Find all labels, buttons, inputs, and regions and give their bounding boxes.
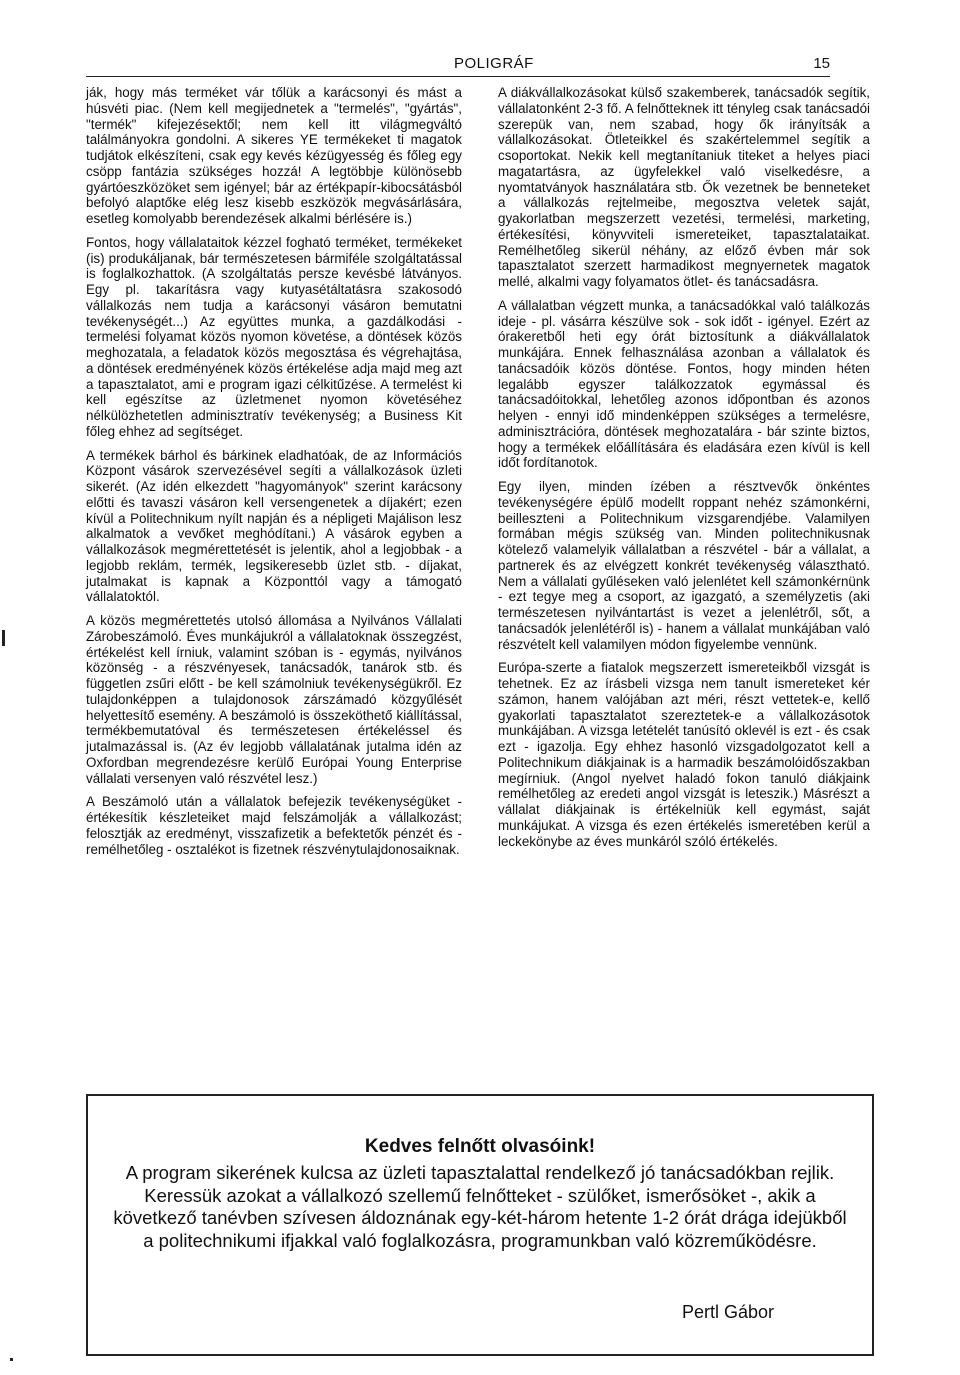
left-column xyxy=(86,85,462,865)
notice-body: A program sikerének kulcsa az üzleti tapasztalattal rendelkező jó tanácsadókban rejlik. Keressük azokat a vállalkozó szellemű felnőtteket - szülőket, ismerősöket -, akik a következő tanévben szívesen áldoznának egy-két-három hetente 1-2 órát drága idejükből a politechnikumi ifjakkal való foglalkozásra, programunkban való közreműködésre. xyxy=(113,1162,847,1251)
right-column xyxy=(498,85,870,857)
paragraph: Egy ilyen, minden ízében a résztvevők önkéntes tevékenységére épülő modellt roppant nehéz számonkérni, beilleszteni a Politechnikum vizsgarendjébe. Valamilyen formában mégis szükség van. Minden politechnikusnak kötelező valamelyik vállalatban a részvétel - bár a vállalat, a partnerek és az elvégzett konkrét tevékenység választható. Nem a vállalati gyűléseken való jelenlétet kell számonkérnünk - ezt tegye meg a csoport, az igazgató, a személyzetis (aki természetesen nyilvántartást is vezet a jelenlétről, sőt, a tanácsadók jelenlétéről is) - hanem a vállalat munkájában való részvételt kell valamilyen módon figyelembe vennünk. xyxy=(498,479,870,652)
journal-title: POLIGRÁF xyxy=(454,55,534,72)
paragraph: A diákvállalkozásokat külső szakemberek, tanácsadók segítik, vállalatonként 2-3 fő. A felnőtteknek itt tényleg csak tanácsadói szerepük van, nem szabad, hogy ők irányítsák a vállalkozásokat. Ötleteikkel és szakértelemmel segítik a csoportokat. Nekik kell megtanítaniuk titeket a helyes piaci magatartásra, az ügyfelekkel való viselkedésre, a nyomtatványok használatára stb. Ők vezetnek be benneteket a vállalkozás rejtelmeibe, megosztva veletek saját, gyakorlatban megszerzett vezetési, termelési, marketing, értékesítési, könyvviteli ismereteiket, tapasztalataikat. Remélhetőleg sikerül néhány, az előző évben már sok tapasztalatot szerzett harmadikost megnyernetek magatok mellé, alkalmi vagy folyamatos ötlet- és tanácsadásra. xyxy=(498,85,870,289)
author-signature: Pertl Gábor xyxy=(681,1302,774,1322)
page-header xyxy=(86,55,830,75)
paragraph: Európa-szerte a fiatalok megszerzett ismereteikből vizsgát is tehetnek. Ez az írásbeli vizsga nem tanult ismereteket kér számon, hanem valójában azt méri, részt vettetek-e, kellő gyakorlati tapasztalatot szereztetek-e a vállalkozásotok munkájában. A vizsga letételét tanúsító oklevél is ezt - és csak ezt - igazolja. Egy ehhez hasonló vizsgadolgozatot kell a Politechnikum diákjainak is a harmadik beszámolóidőszakban megírniuk. (Angol nyelvet haladó fokon tanuló diákjaink remélhetőleg az eredeti angol vizsgát is leteszik.) Másrészt a vállalat diákjainak is értékelniük kell egymást, saját munkájukat. A vizsga és ezen értékelés ismeretében kerül a leckekönybe az éves munkáról szóló értékelés. xyxy=(498,660,870,849)
scan-mark xyxy=(2,630,5,646)
notice-heading: Kedves felnőtt olvasóink! xyxy=(364,1136,596,1157)
scan-mark xyxy=(10,1358,13,1361)
paragraph: A vállalatban végzett munka, a tanácsadókkal való találkozás ideje - pl. vásárra készülve sok - sok időt - igényel. Ezért az órakeretből heti egy órát biztosítunk a diákvállalatok munkájára. Ennek felhasználása azonban a vállalatok és tanácsadóik közös döntése. Fontos, hogy minden héten legalább egyszer találkozzatok egymással és tanácsadóitokkal, lehetőleg azonos időpontban és azonos helyen - ennyi idő mindenképpen szükséges a termelésre, adminisztrációra, döntések meghozatalára - bár szinte biztos, hogy a termékek előállítására és eladására ezen kívül is kell időt fordítanotok. xyxy=(498,297,870,471)
paragraph: A közös megmérettetés utolsó állomása a Nyilvános Vállalati Zárobeszámoló. Éves munkájukról a vállalatoknak összegzést, értékelést kell írniuk, valamint szóban is - egymás, nyilvános közönség - a részvényesek, tanácsadók, tanárok stb. és független zsűri előtt - be kell számolniuk tevékenységükről. Ez tulajdonképpen a tulajdonosok zárszámadó közgyűlését helyettesítő esemény. A beszámoló is összeköthető kiállítással, termékbemutatóval és természetesen értékeléssel és jutalmazással is. (Az év legjobb vállalatának jutalma idén az Oxfordban megrendezésre kerülő Európai Young Enterprise vállalati versenyen való részvétel lesz.) xyxy=(86,613,462,786)
paragraph: A Beszámoló után a vállalatok befejezik tevékenységüket - értékesítik készleteiket majd felszámolják a vállalkozást; felosztják az eredményt, visszafizetik a befektetők pénzét és - remélhetőleg - osztalékot is fizetnek részvénytulajdonosaiknak. xyxy=(86,794,462,857)
page-number: 15 xyxy=(813,55,830,72)
paragraph: ják, hogy más terméket vár tőlük a karácsonyi és mást a húsvéti piac. (Nem kell megijednetek a "termelés", "gyártás", "termék" kifejezésektől; nem kell itt világmegváltó találmányokra gondolni. A sikeres YE termékeket ti magatok tudjátok elkészíteni, csak egy kevés kézügyesség és főleg egy csöpp fantázia szükséges hozzá! A legtöbbje különösebb gyártóeszközöket sem igényel; bár az értékpapír-kibocsátásból befolyó alaptőke elég lesz kisebb eszközök megvásárlására, esetleg komolyabb berendezések alkalmi bérlésére is.) xyxy=(86,85,462,226)
notice-box xyxy=(86,1094,874,1356)
paragraph: A termékek bárhol és bárkinek eladhatóak, de az Információs Központ vásárok szervezésével segíti a vállalkozások üzleti sikerét. (Az idén elkezdett "hagyományok" szerint karácsony előtti és tavaszi vásáron kell versengenetek a díjakért; ezen kívül a Politechnikum nyílt napján és a népligeti Majálison lesz alkalmatok a vevőket meghódítani.) A vásárok egyben a vállalkozások megmérettetését is jelentik, ahol a legjobbak - a legjobb reklám, termék, legsikeresebb üzlet stb. - díjakat, jutalmakat is kapnak a Központtól vagy a támogató vállalatoktól. xyxy=(86,447,462,605)
paragraph: Fontos, hogy vállalataitok kézzel fogható terméket, termékeket (is) produkáljanak, bár természetesen bármiféle szolgáltatással is foglalkozhattok. (A szolgáltatás persze kevésbé látványos. Egy pl. takarításra vagy kutyasétáltatásra szakosodó vállalkozás nem tudja a karácsonyi vásáron bemutatni tevékenységét...) Az együttes munka, a gazdálkodási - termelési folyamat közös nyomon követése, a döntések közös meghozatala, a feladatok közös megosztása és végrehajtása, a döntések eredményének közös értékelése adja majd meg azt a tapasztalatot, ami e program igazi célkitűzése. A termelést ki kell egészítse az üzletmenet nyomon követéséhez nélkülözhetetlen adminisztratív tevékenység; a Business Kit főleg ehhez ad segítséget. xyxy=(86,234,462,439)
header-rule xyxy=(86,76,830,77)
